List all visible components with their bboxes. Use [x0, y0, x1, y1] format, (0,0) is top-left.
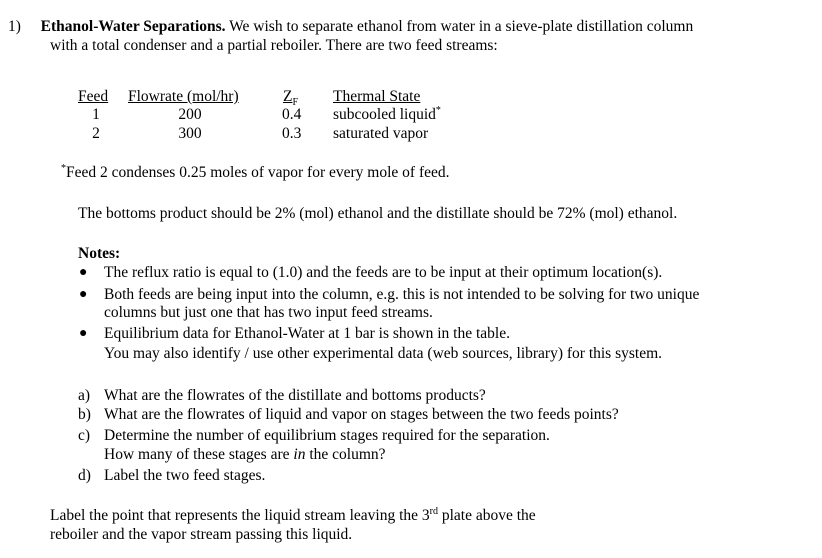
bullet-dot: ●: [79, 265, 88, 280]
bullet-dot: ●: [79, 287, 88, 302]
question-c-label: c): [78, 427, 91, 444]
row2-feed: 2: [92, 125, 100, 142]
row1-zf: 0.4: [282, 106, 302, 123]
note-bullet3-line1: Equilibrium data for Ethanol-Water at 1 bar is shown in the table.: [104, 325, 510, 342]
header-flowrate: Flowrate (mol/hr): [128, 88, 239, 105]
row2-thermal: saturated vapor: [333, 125, 429, 142]
problem-header: [8, 18, 693, 36]
question-a-label: a): [78, 387, 91, 404]
question-a-text: What are the flowrates of the distillate and bottoms products?: [104, 387, 486, 404]
header-thermal-state: Thermal State: [333, 88, 421, 105]
notes-heading: Notes:: [78, 245, 121, 262]
final-instruction-line2: reboiler and the vapor stream passing this liquid.: [50, 526, 353, 543]
bullet-dot: ●: [79, 326, 88, 341]
problem-intro-line1: We wish to separate ethanol from water in a sieve-plate distillation column: [229, 18, 694, 35]
question-c-text-line1: Determine the number of equilibrium stages required for the separation.: [104, 427, 550, 444]
footnote: *Feed 2 condenses 0.25 moles of vapor for every mole of feed.: [61, 162, 450, 181]
header-zf: $Z_F$: [283, 88, 299, 109]
note-bullet2-line1: Both feeds are being input into the column, e.g. this is not intended to be solving for two unique: [104, 286, 700, 303]
note-bullet3-line2: You may also identify / use other experimental data (web sources, library) for this system.: [104, 345, 663, 362]
problem-number: 1): [8, 18, 21, 35]
row1-feed: 1: [92, 106, 100, 123]
note-bullet1: The reflux ratio is equal to (1.0) and the feeds are to be input at their optimum location(s).: [104, 264, 663, 281]
product-specs: The bottoms product should be 2% (mol) ethanol and the distillate should be 72% (mol) ethanol.: [78, 205, 678, 222]
question-b-label: b): [78, 406, 91, 423]
header-feed: Feed: [78, 88, 109, 105]
row1-flowrate: 200: [178, 106, 202, 123]
question-d-label: d): [78, 467, 91, 484]
row2-zf: 0.3: [282, 125, 302, 142]
problem-title: Ethanol-Water Separations.: [40, 18, 226, 35]
row1-thermal: subcooled liquid*: [333, 104, 441, 123]
question-d-text: Label the two feed stages.: [104, 467, 266, 484]
question-b-text: What are the flowrates of liquid and vapor on stages between the two feeds points?: [104, 406, 619, 423]
question-c-text-line2: How many of these stages are in the column?: [104, 446, 386, 463]
row2-flowrate: 300: [178, 125, 202, 142]
final-instruction-line1: Label the point that represents the liquid stream leaving the 3rd plate above the: [50, 505, 536, 524]
problem-intro-line2: with a total condenser and a partial reboiler. There are two feed streams:: [50, 37, 498, 54]
note-bullet2-line2: columns but just one that has two input feed streams.: [104, 304, 433, 321]
